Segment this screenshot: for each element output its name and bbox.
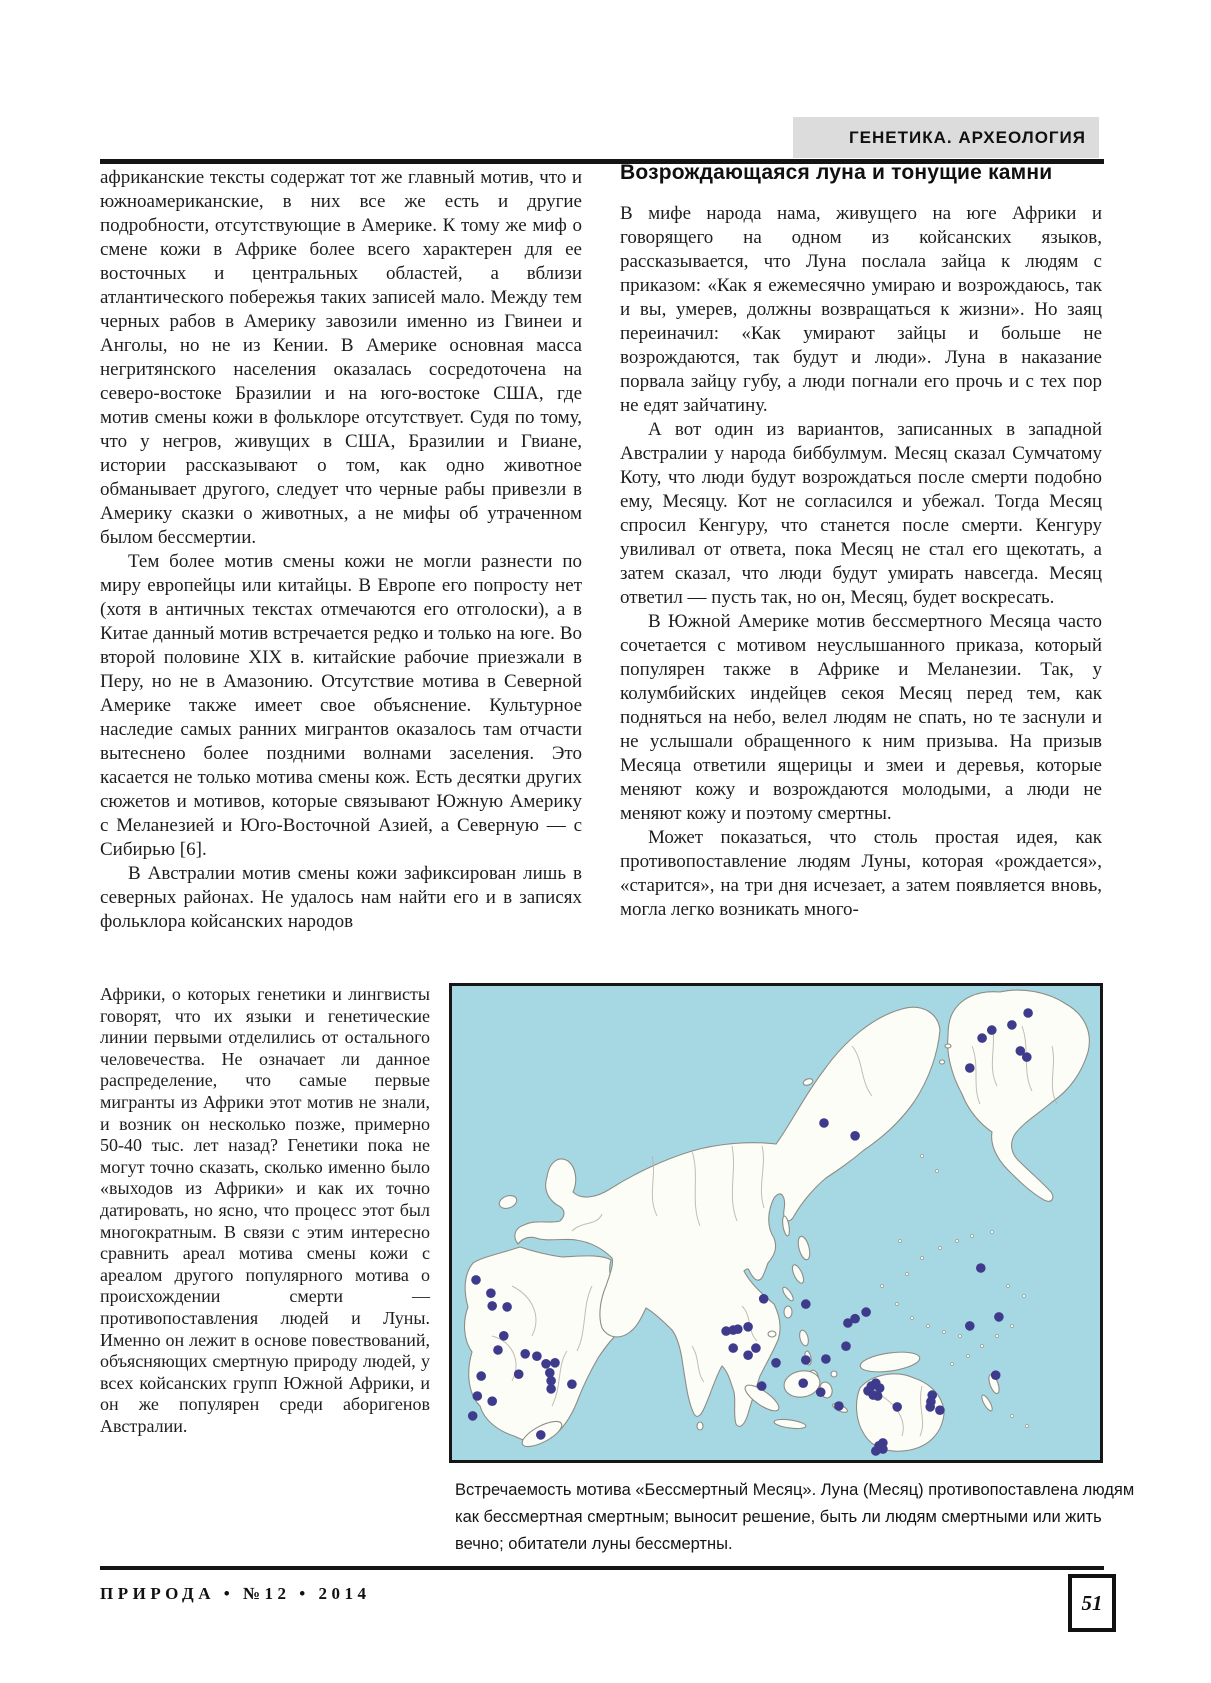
- page-number-box: [1068, 1574, 1116, 1632]
- figure-caption: Встречаемость мотива «Бессмертный Месяц». Луна (Месяц) противопоставлена людям как бессмертная смертным; выносит решение, быть ли людям смертными или жить вечно; обитатели луны бессмертны.: [455, 1481, 1135, 1553]
- right-paragraph-4: Может показаться, что столь простая идея, как противопоставление людям Луны, которая «рождается», «старится», на три дня исчезает, а затем появляется вновь, могла легко возникать много-: [620, 827, 1102, 920]
- page-number: 51: [1081, 1590, 1103, 1615]
- figure-map: [449, 983, 1103, 1463]
- island-sri-lanka: [697, 1422, 703, 1430]
- journal-footer-label: ПРИРОДА • №12 • 2014: [100, 1584, 371, 1603]
- island-bering-1: [945, 1044, 951, 1048]
- island-new-guinea: [859, 1349, 921, 1375]
- island-japan-main: [790, 1263, 806, 1285]
- island-britain: [497, 1193, 518, 1210]
- section-header-box: [793, 117, 1099, 158]
- footer-rule: [100, 1566, 1104, 1570]
- section-header-label: ГЕНЕТИКА. АРХЕОЛОГИЯ: [849, 127, 1086, 147]
- island-taiwan: [784, 1306, 792, 1318]
- island-bering-2: [940, 1060, 945, 1064]
- left-paragraph-3-start: В Австралии мотив смены кожи зафиксирован лишь в северных районах. Не удалось нам найти его и в записях фольклора койсанских народов: [100, 863, 582, 932]
- island-moluccas: [831, 1371, 837, 1377]
- island-java: [774, 1418, 807, 1430]
- landmass-north-america: [948, 990, 1090, 1201]
- right-paragraph-1: В мифе народа нама, живущего на юге Африки и говорящего на одном из койсанских языков, рассказывается, что Луна послала зайца к людям с приказом: «Как я ежемесячно умираю и возрождаюсь, так и вы, умерев, должны возвращаться к жизни». Но заяц переиначил: «Как умирают зайцы и больше не возрождаются, так будут и люди». Луна в наказание порвала зайцу губу, а люди погнали его прочь и с тех пор не едят зайчатину.: [620, 203, 1102, 416]
- island-japan-south: [781, 1286, 795, 1303]
- article-subheading: Возрождающаяся луна и тонущие камни: [620, 161, 1053, 184]
- left-paragraph-3-continued: Африки, о которых генетики и лингвисты говорят, что их языки и генетические линии первыми отделились от остального человечества. Не означает ли данное распределение, что самые первые мигранты из Африки этот мотив не знали, и возник он несколько позже, примерно 50-40 тыс. лет назад? Генетики пока не могут точно сказать, сколько именно было «выходов из Африки» и как их точно датировать, но ясно, что процесс этот был многократным. В связи с этим интересно сравнить ареал мотива смены кожи с ареалом другого популярного мотива о происхождении смерти — противопоставления людей и Луны. Именно он лежит в основе повествований, объясняющих смертную природу людей, у всех койсанских групп Южной Африки, и он же популярен среди аборигенов Австралии.: [100, 984, 430, 1436]
- left-column-narrow: [100, 984, 430, 1437]
- island-wrangel: [802, 1077, 813, 1086]
- left-column-wide: [100, 166, 582, 934]
- left-paragraph-1: африканские тексты содержат тот же главный мотив, что и южноамериканские, в них все же есть и другие подробности, отсутствующие в Америке. К тому же миф о смене кожи в Африке более всего характерен для ее восточных и центральных областей, а вблизи атлантического побережья таких записей мало. Между тем черных рабов в Америку завозили именно из Гвинеи и Анголы, но не из Кении. В Америке основная масса негритянского населения оказалась сосредоточена на северо-востоке Бразилии и на юго-востоке США, где мотив смены кожи в фольклоре отсутствует. Судя по тому, что у негров, живущих в США, Бразилии и Гвиане, истории рассказывают о том, как одно животное обманывает другого, следует что черные рабы привезли в Америку сказки о животных, а не мифы об утраченном былом бессмертии.: [100, 167, 582, 548]
- right-paragraph-2: А вот один из вариантов, записанных в западной Австралии у народа биббулмум. Месяц сказал Сумчатому Коту, что люди будут возрождаться после смерти подобно ему, Месяцу. Кот не согласился и убежал. Тогда Месяц спросил Кенгуру, что станется после смерти. Кенгуру увиливал от ответа, пока Месяц не стал его щекотать, а затем сказал, что люди будут умирать навсегда. Месяц ответил — пусть так, но он, Месяц, будет воскресать.: [620, 419, 1102, 608]
- island-hainan: [768, 1331, 776, 1337]
- left-paragraph-2: Тем более мотив смены кожи не могли разнести по миру европейцы или китайцы. В Европе его попросту нет (хотя в античных текстах отмечаются его отголоски), а в Китае данный мотив встречается редко и только на юге. Во второй половине XIX в. китайские рабочие приезжали в Перу, но не в Амазонию. Отсутствие мотива в Северной Америке также имеет свое объяснение. Культурное наследие самых ранних мигрантов оказалось там отчасти вытеснено более поздними волнами заселения. Это касается не только мотива смены кож. Есть десятки других сюжетов и мотивов, которые связывают Южную Америку с Меланезией и Юго-Восточной Азией, а Северную — с Сибирью [6].: [100, 551, 582, 860]
- right-paragraph-3: В Южной Америке мотив бессмертного Месяца часто сочетается с мотивом неуслышанного приказа, который популярен также в Африке и Меланезии. Так, у колумбийских индейцев секоя Месяц перед тем, как подняться на небо, велел людям не спать, но те заснули и не услышали обращенного к ним призыва. На призыв Месяца ответили ящерицы и змеи и деревья, которые меняют кожу и возрождаются молодыми, а люди не меняют кожу и поэтому смертны.: [620, 611, 1102, 824]
- island-new-zealand-south: [980, 1394, 994, 1413]
- island-philippines-1: [798, 1329, 810, 1347]
- right-column: [620, 160, 1102, 922]
- world-map-svg: [452, 986, 1100, 1460]
- island-japan-north: [796, 1235, 812, 1261]
